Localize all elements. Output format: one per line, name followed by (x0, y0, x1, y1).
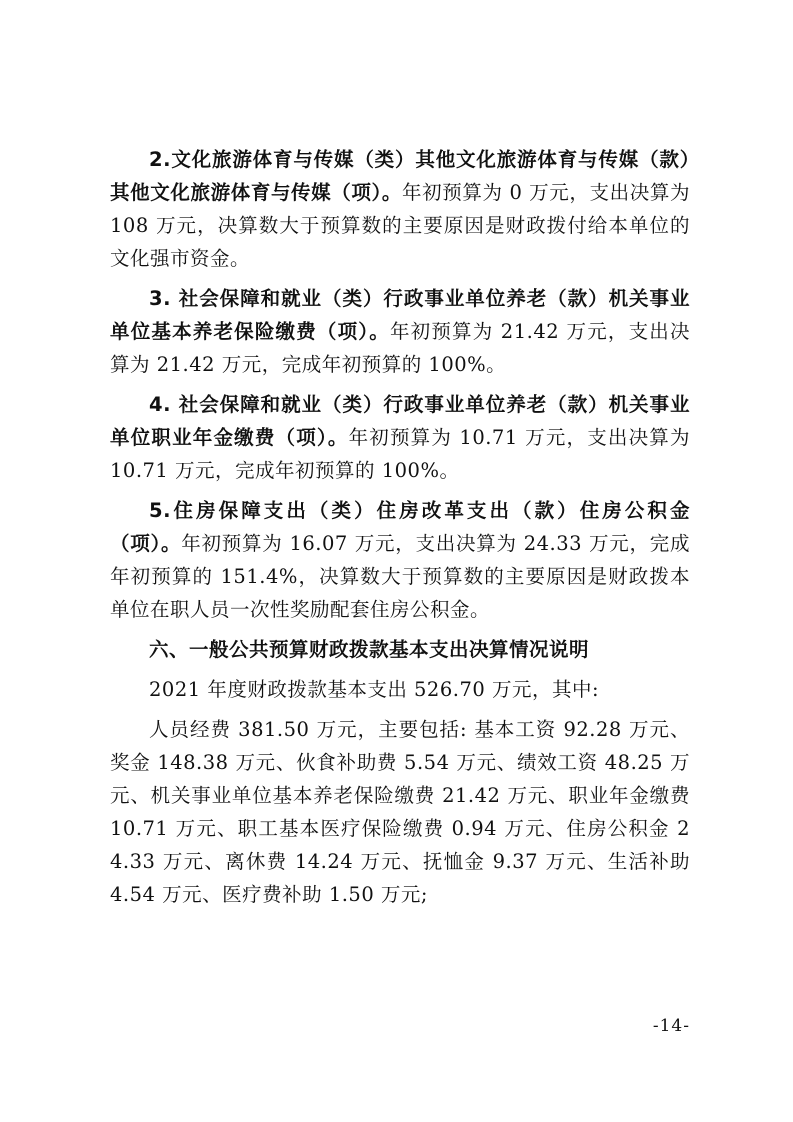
page-number: -14- (652, 1016, 690, 1036)
item-text: 年初预算为 21.42 万元，支出决算为 21.42 万元，完成年初预算的 100%。 (110, 320, 690, 376)
item-paragraph (110, 143, 690, 275)
section-heading: 六、一般公共预算财政拨款基本支出决算情况说明 (149, 638, 590, 661)
item-text: 年初预算为 10.71 万元，支出决算为 10.71 万元，完成年初预算的 100%。 (110, 426, 690, 482)
item-text: 年初预算为 0 万元，支出决算为 108 万元，决算数大于预算数的主要原因是财政拨付给本单位的文化强市资金。 (110, 181, 690, 270)
item-paragraph (110, 388, 690, 487)
section-intro: 2021 年度财政拨款基本支出 526.70 万元，其中: (149, 678, 600, 701)
item-title: 3. 社会保障和就业（类）行政事业单位养老（款）机关事业单位基本养老保险缴费（项）。 (110, 287, 690, 343)
item-title: 4. 社会保障和就业（类）行政事业单位养老（款）机关事业单位职业年金缴费（项）。 (110, 393, 690, 449)
item-paragraph (110, 494, 690, 626)
item-text: 年初预算为 16.07 万元，支出决算为 24.33 万元，完成年初预算的 151.4%，决算数大于预算数的主要原因是财政拨本单位在职人员一次性奖励配套住房公积金。 (110, 532, 690, 621)
item-title: 2.文化旅游体育与传媒（类）其他文化旅游体育与传媒（款）其他文化旅游体育与传媒（项）。 (110, 148, 690, 204)
personnel-expenses-paragraph: 人员经费 381.50 万元，主要包括: 基本工资 92.28 万元、奖金 148.38 万元、伙食补助费 5.54 万元、绩效工资 48.25 万元、机关事业单位基本养老保险缴费 21.42 万元、职业年金缴费 10.71 万元、职工基本医疗保险缴费 0.94 万元、住房公积金 24.33 万元、离休费 14.24 万元、抚恤金 9.37 万元、生活补助 4.54 万元、医疗费补助 1.50 万元; (110, 718, 690, 906)
item-title: 5.住房保障支出（类）住房改革支出（款）住房公积金（项）。 (110, 499, 690, 555)
document-body (110, 143, 690, 918)
item-paragraph (110, 282, 690, 381)
